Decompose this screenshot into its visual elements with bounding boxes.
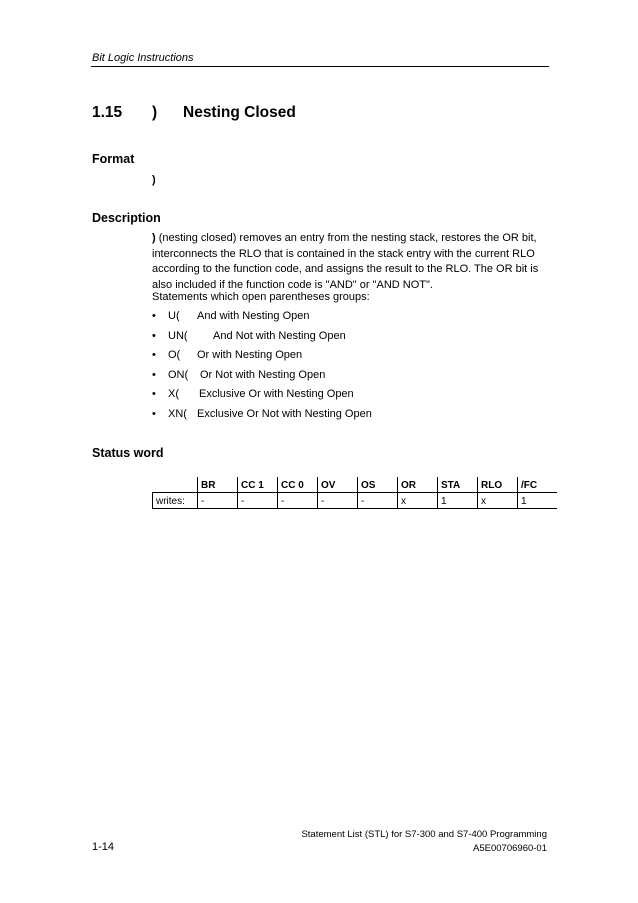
table-cell: -	[358, 493, 398, 509]
table-header-row	[153, 477, 558, 493]
statement-op: U(	[168, 310, 180, 322]
statement-desc: Exclusive Or Not with Nesting Open	[197, 407, 372, 420]
bullet-icon: •	[152, 310, 156, 322]
footer-page-number: 1-14	[92, 841, 115, 853]
table-cell: x	[478, 493, 518, 509]
statement-op: O(	[168, 349, 181, 362]
table-header-cell: RLO	[478, 477, 518, 493]
description-paragraph	[152, 231, 552, 293]
table-cell: -	[318, 493, 358, 509]
status-word-table	[152, 477, 557, 509]
table-header-cell: OS	[358, 477, 398, 493]
statement-desc: And Not with Nesting Open	[213, 329, 346, 342]
status-word-heading: Status word	[92, 446, 164, 460]
table-cell: -	[198, 493, 238, 509]
statement-desc: Or Not with Nesting Open	[200, 368, 326, 381]
header-divider	[91, 66, 549, 67]
statement-op: XN(	[168, 407, 187, 420]
table-cell: x	[398, 493, 438, 509]
bullet-icon: •	[152, 368, 156, 381]
statement-op: ON(	[168, 368, 189, 381]
section-title	[152, 104, 296, 122]
bullet-icon: •	[152, 388, 156, 401]
format-heading: Format	[92, 152, 135, 166]
footer-document-code: A5E00706960-01	[473, 843, 547, 854]
table-row	[153, 493, 558, 509]
table-cell: 1	[438, 493, 478, 509]
description-lead: )	[152, 232, 156, 244]
table-cell: -	[278, 493, 318, 509]
statement-desc: Exclusive Or with Nesting Open	[199, 388, 354, 401]
table-header-cell: /FC	[518, 477, 558, 493]
statement-op: UN(	[168, 329, 188, 342]
table-header-cell: CC 0	[278, 477, 318, 493]
table-header-cell: CC 1	[238, 477, 278, 493]
footer-manual-title: Statement List (STL) for S7-300 and S7-400 Programming	[301, 829, 547, 840]
section-title-text: ) Nesting Closed	[152, 104, 296, 121]
table-header-cell: OR	[398, 477, 438, 493]
running-header: Bit Logic Instructions	[92, 52, 194, 64]
table-cell: -	[238, 493, 278, 509]
format-syntax: )	[152, 174, 156, 186]
table-header-cell	[153, 477, 198, 493]
table-cell: 1	[518, 493, 558, 509]
description-heading: Description	[92, 211, 161, 225]
bullet-icon: •	[152, 349, 156, 362]
table-header-cell: OV	[318, 477, 358, 493]
bullet-icon: •	[152, 329, 156, 342]
table-cell: writes:	[153, 493, 198, 509]
description-text: (nesting closed) removes an entry from the nesting stack, restores the OR bit, interconnects the RLO that is contained in the stack entry with the current RLO according to the function code, and assigns the result to the RLO. The OR bit is also included if the function code is "AND" or "AND NOT".	[152, 232, 539, 291]
statement-desc: And with Nesting Open	[197, 310, 310, 322]
table-header-cell: BR	[198, 477, 238, 493]
statement-op: X(	[168, 388, 179, 401]
statement-desc: Or with Nesting Open	[197, 349, 303, 362]
bullet-icon: •	[152, 407, 156, 420]
section-number: 1.15	[92, 104, 123, 121]
statements-intro: Statements which open parentheses groups:	[152, 291, 370, 303]
table-header-cell: STA	[438, 477, 478, 493]
